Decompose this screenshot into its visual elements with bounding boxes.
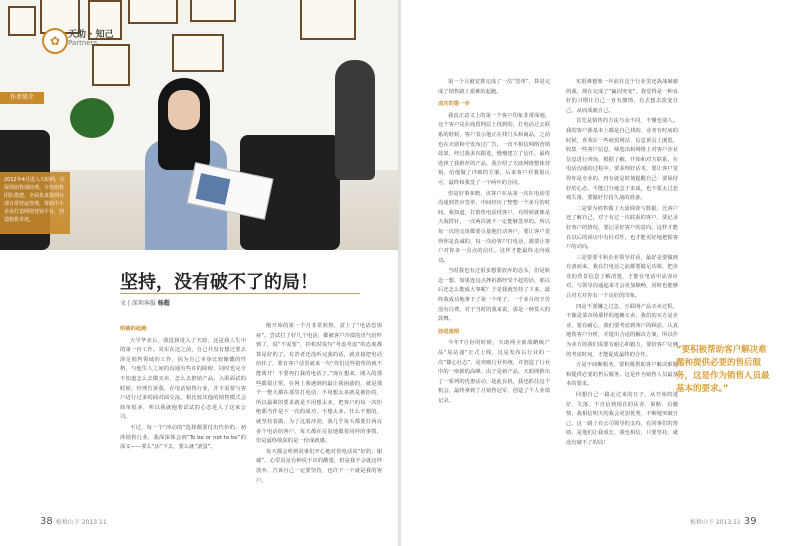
person-face <box>168 90 200 130</box>
paragraph: 不过，每一个“冲动的”选择都要付出代价的，初涉销售行业，我深深体会到“To be or not to be”的深义——要么“活”下去，要么就“滚蛋”。 <box>120 424 246 451</box>
text-column-2 <box>256 322 382 512</box>
paragraph: 四是不要嫌之过急，互联网产品买卖过程，不像是菜市场那样的地摊买卖，我们的买方是企业，要有耐心，我们要考虑到客户的顾虑，认真地帮客户分析，并提出合适的解决方案，所以作为卖方的我们需要有耐心和毅力，要给客户足够的考虑时间，才能促成最终的合作。 <box>566 303 678 358</box>
paragraph: 大学毕业后，我选择进入了天助，这是我人生中的第一份工作。其实在这之前，自己并没有想过要去涉足销售领域的工作，因为自己本身比较慷慨的性格，与他生人之间的沟通有些许的障碍，同时也完全不知道怎么去做买卖，怎么去推销产品。入职面试的时候，经理告诉我，在电话销售行业，并不需要与客户进行过多的面对面交流，相比较其他的销售模式会简单很多，所以我就抱着试试的心态进入了这家公司。 <box>120 337 246 421</box>
section-heading: 前进准则 <box>438 328 460 335</box>
statue <box>335 60 375 180</box>
folio-right <box>690 516 757 527</box>
paragraph: 实很难想象一年前在这个行业里还战战兢兢的我，现在完成了“赢因突变”，我觉得是一种良好的习惯让自己一直有激情，有去想去改变自己，从而成就自己。 <box>566 79 678 114</box>
page-number-right: 39 <box>743 516 757 527</box>
right-page <box>402 0 800 546</box>
paragraph: 刚开始的第一个月非常煎熬，意上了“电话恐惧症”。尝试打了好几个电话，都被客户冷漠的语气给吓到了，说“不需要”，挂机时说句“考虑考虑”的态度都算是好的了。有甚者还没听完我的话，就直接把电话给挂了，要有客户话里就来一句“你们这些销售的就不能离开！不要再打我的电话了。”现在想来，刚入的那些都很正常，在网上我遇到的最让我困惑的，就是那个一整天都在那里打电话，不用想太多就是被拒的，所以最紧的要求就是不用想太多，把客户的每一次拒绝都当作是下一次的成功，不想太多。什么不想的，就坚持着做，为了这股冲劲，我几乎每天都要打两百多个电话给客户，每天都在反复地做着同样的事情，但是最终收获的是一份成就感。 <box>256 323 382 445</box>
left-page <box>0 0 398 546</box>
section-heading: 成功的第一步 <box>438 101 470 108</box>
paragraph: 二是要为销售做了大量调查与数据，比客户还了解自己，对于有过一次联系的客户，要记录好客户的情况，要记录好客户的意向，这样才能在以后的回访中有针对性，也才能更好地把握客户的动向。 <box>566 205 678 251</box>
text-column-1 <box>120 322 246 512</box>
paragraph: 我真正意义上的第一个客户印象非常深刻，这个客户是在商贸网站上找到的，打电话过去联系的时候，客户表示他正在找门头和商品，之前也在天助和号发布过广告，一直不相信网络营销效果，经过我多次跟进，慢慢建立了信任，最终选择了我推荐的产品，我介绍了天助网络整体营销，给他做了详细的方案，后来客户对我很认可，最终和我签了一个两年的合同。 <box>438 112 550 186</box>
page-number-left: 38 <box>40 516 53 527</box>
wall-frame-sina <box>92 44 130 86</box>
pull-quote: “要积极帮助客户解决难题和提供必要的售后服务，这是作为销售人员最基本的要求。” <box>676 345 770 394</box>
paragraph: 当时我也有过很多想要放弃的念头，但是转念一想，如果连这点挫折都经受不起的话，那以后还怎么能成大事呢？于是我就坚持了下来，最终我成功地拿下了第一个单子，一个多月的辛苦没有白费，对于当时的我来说，那是一种莫大的鼓舞。 <box>438 268 550 323</box>
wall-frame-sohu <box>172 34 224 72</box>
article-title: 坚持，没有破不了的局！ <box>120 272 318 293</box>
paragraph: 三是要要平和企业领导对话，最好是要做到有备而来，我在打电话之前都要做足功课，把企业的背景信息了解清楚，才能在电话中从容应对，与领导沟通起来才会更加顺畅，同时也能够让对方对你有一个良好的印象。 <box>566 254 678 300</box>
paragraph: 第一个月被安排完成了一次“签单”，算是完成了销售路上艰难的起跑。 <box>438 79 550 95</box>
wall-frame-small <box>8 6 36 36</box>
author-card <box>0 172 70 234</box>
badge-title: 天助 · 知己 <box>68 30 114 40</box>
author-card-text: 2012年4月进入天助网，任深圳销售部经理。专攻销售团队搭建，全面负责深圳分部日常营运管理，帮助中小企业打造网络营销平台，创造销售奇迹。 <box>4 177 65 223</box>
badge-logo-icon: ✿ <box>42 28 68 54</box>
paragraph: 首先是销售的方法与众不同，不懂也别人。我的客户源基本上都是自己找的，业务有时间的时候，喜欢在一些商贸网站、信息黄页上浏览，收集一些客户信息，筛选出和网络上对客户企业信息进行查询，根据了解，开始和对方联系，在电话沟通的过程中，要多理好话术，要让客户觉得你是专业的，再有就是时刻提醒自己：要保持好的心态，不能过分地急于求成，也不要太过悲观失落，要做好打持久战的准备。 <box>566 118 678 202</box>
paragraph: 但是好事多磨，该客户在从第一次在电话里沟通到答应签单，中间经历了整整一个多月的时间。我知道，打销售电话找客户，有时候就像是大海捞针，一次两次就不一定能够签单的。所以每一次的交谈都要尽量地打动客户，要让客户觉得你是真诚的，每一次给客户打电话，都要让客户对你多一点点的信任，这样才能最终走向成功。 <box>438 190 550 264</box>
plant <box>70 98 114 138</box>
section-heading: 明确的起跑 <box>120 326 147 332</box>
paragraph: 五是不间断服务，要积极帮助客户解决难题和提供必要的售后服务，这是作为销售人员最基本的要求。 <box>566 362 678 388</box>
wall-frame-4 <box>190 0 236 22</box>
wall-frame-3 <box>128 0 178 24</box>
byline-author: 杨超 <box>157 300 170 307</box>
byline-prefix: 文 | 深圳客服 <box>120 300 156 307</box>
author-label: 作者简介 <box>0 92 44 104</box>
cover-photo <box>0 0 398 250</box>
paragraph: 每天都会听到同事们开心地对着电话说“好的，谢谢”，心里真是有种说不出的酸楚，但是我不会就这样放弃，告诉自己一定要坚持，也许下一个就是我的客户。 <box>256 448 382 484</box>
byline <box>120 298 170 307</box>
paragraph: 今年7月份的时候，天助网全新战略级产品“易站通”正式上线，这是发布后行业的一次“雄心壮志”，是突破行业传统，并创造了行业中的一座新的高峰。由于是新产品，天助网推出了一系列的优惠活动，趁此良机，我也抓住这个机会，最终拿到了月销售冠军，创造了个人业绩记录。 <box>438 340 550 404</box>
text-column-3 <box>438 78 550 510</box>
text-column-4 <box>566 78 678 510</box>
magazine-name-left: 植梧山下 2013.11 <box>55 519 107 526</box>
title-rule <box>120 293 360 294</box>
wall-frame-5 <box>300 0 356 40</box>
paragraph: 回想自己一路走过来的日子，从开始的迷茫、失落、不自信到现在的从容、果断、有激情，我相信明天的我会更加优秀，不断地突破自己，这一路上有公司领导的支持，有同事们的帮助，是他们让我成长，我也相信，只要坚持，就没有破不了的局！ <box>566 392 678 446</box>
folio-left <box>40 516 107 527</box>
badge-subtitle: Partners <box>68 39 98 47</box>
magazine-name-right: 植梧山下 2013.11 <box>690 519 741 526</box>
